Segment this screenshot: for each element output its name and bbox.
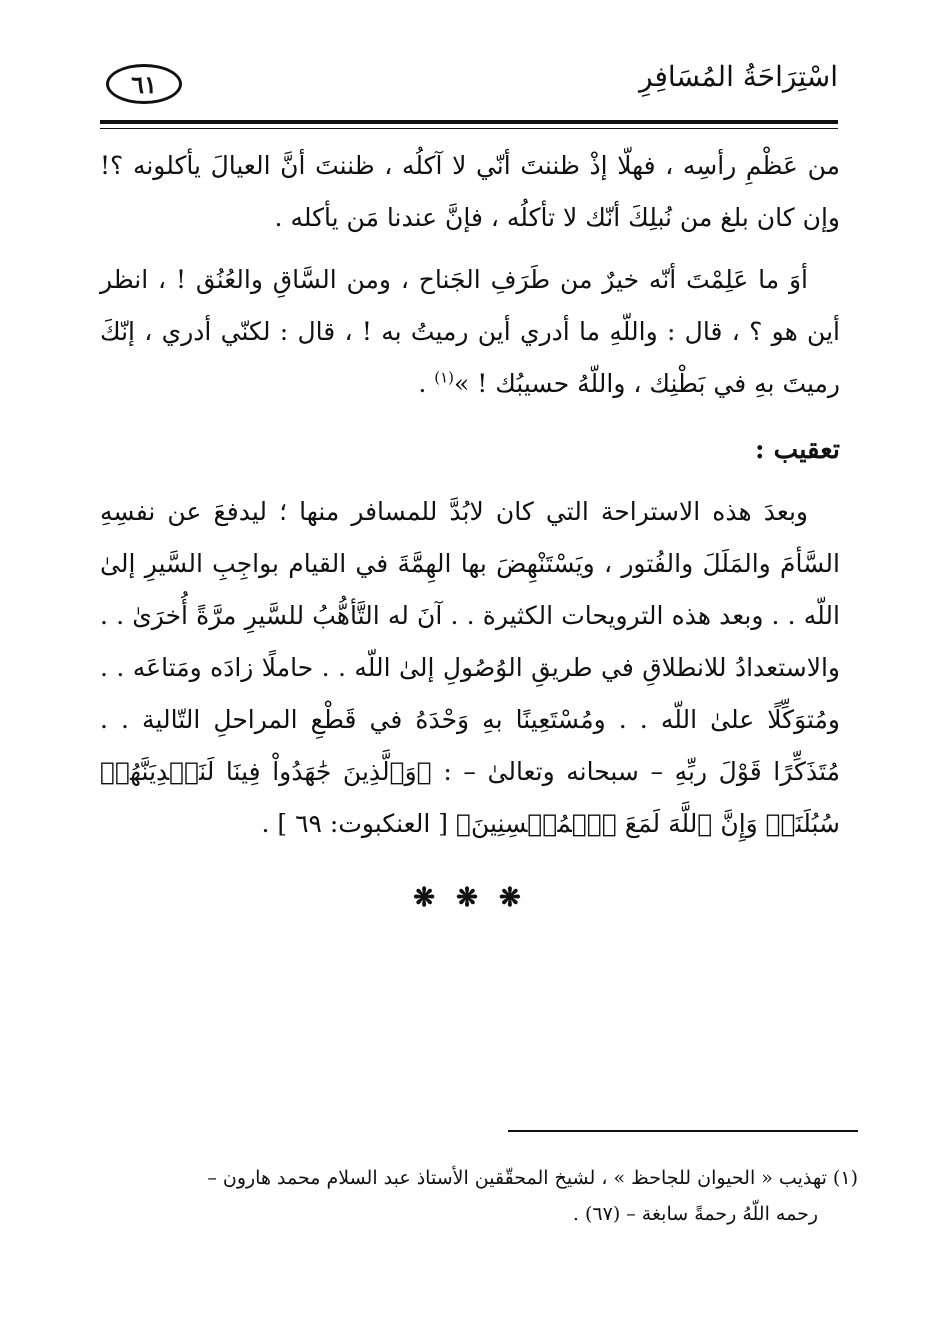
header-rule-thin <box>100 128 838 129</box>
main-text <box>100 140 840 950</box>
page-number: ٦١ <box>106 64 182 104</box>
footnote-line: رحمه اللّهُ رحمةً سابغة – (٦٧) . <box>572 1203 818 1225</box>
footnote-rule <box>508 1130 858 1132</box>
header-rule <box>100 120 838 124</box>
section-heading: تعقيب : <box>755 435 840 465</box>
section-separator: ❋ ❋ ❋ <box>413 883 527 913</box>
footnote-marker: (١) <box>434 368 454 387</box>
footnote-line: (١) تهذيب « الحيوان للجاحظ » ، لشيخ المحقّقين الأستاذ عبد السلام محمد هارون – <box>207 1167 858 1189</box>
paragraph-text: أوَ ما عَلِمْتَ أنّه خيرٌ من طَرَفِ الجَناح ، ومن السَّاقِ والعُنُق ! ، انظر أين هو ؟ ، قال : واللّهِ ما أدري أين رميتُ به ! ، قال : لكنّي أدري ، إنّكَ رميتَ بهِ في بَطْنِك ، واللّهُ حسيبُك ! » <box>100 265 840 398</box>
paragraph-end: . <box>418 369 435 398</box>
book-title: اسْتِرَاحَةُ المُسَافِرِ <box>639 60 838 93</box>
paragraph: وبعدَ هذه الاستراحة التي كان لابُدَّ للمسافر منها ؛ ليدفعَ عن نفسِهِ السَّأمَ والمَلَلَ والفُتور ، ويَسْتَنْهِضَ بها الهِمَّةَ في القيام بواجِبِ السَّيرِ إلىٰ اللّه . . وبعد هذه الترويحات الكثيرة . . آنَ له التَّأهُّبُ للسَّيرِ مرَّةً أُخرَىٰ . . والاستعدادُ للانطلاقِ في طريقِ الوُصُولِ إلىٰ اللّه . . حاملًا زادَه ومَتاعَه . . ومُتوَكِّلًا علىٰ اللّه . . ومُسْتَعِينًا بهِ وَحْدَهُ في قَطْعِ المراحلِ التّالية . . مُتَذَكِّرًا قَوْلَ ربِّهِ – سبحانه وتعالىٰ – : ﴿وَٱلَّذِينَ جَٰهَدُواْ فِينَا لَنَهۡدِيَنَّهُمۡ سُبُلَنَاۚ وَإِنَّ ٱللَّهَ لَمَعَ ٱلۡمُحۡسِنِينَ﴾ [ العنكبوت: ٦٩ ] . <box>100 497 840 838</box>
page-header <box>100 52 838 116</box>
paragraph: من عَظْمِ رأسِه ، فهلّا إذْ ظننتَ أنّي لا آكلُه ، ظننتَ أنَّ العيالَ يأكلونه ؟! وإن كان بلغ من نُبلِكَ أنّك لا تأكلُه ، فإنَّ عندنا مَن يأكله . <box>100 151 840 232</box>
paragraph <box>100 254 840 410</box>
footnote <box>100 1160 858 1232</box>
